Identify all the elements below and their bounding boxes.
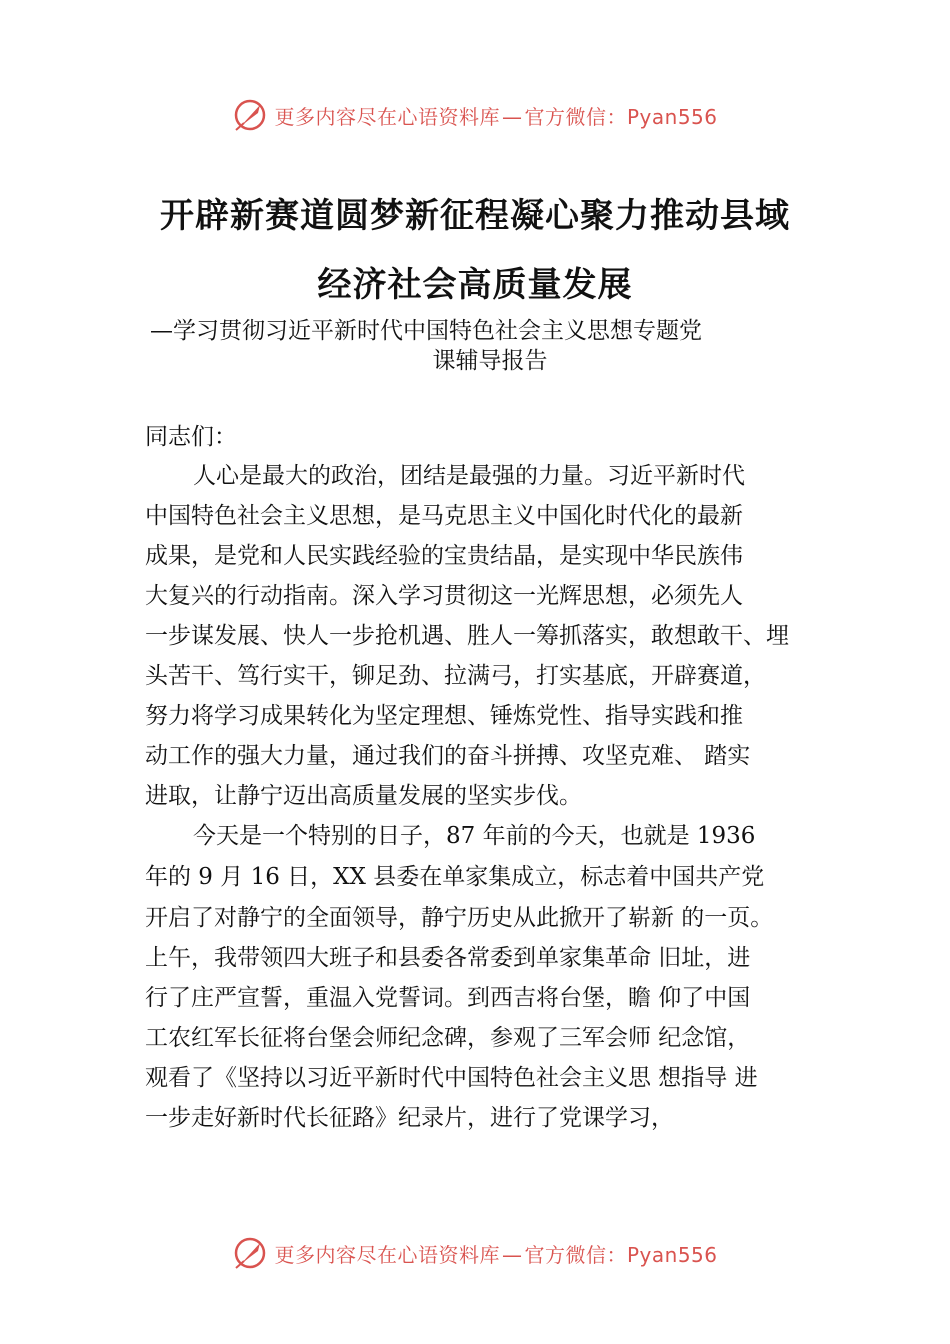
document-title-line-2: 经济社会高质量发展: [317, 265, 633, 305]
document-title-line-1: 开辟新赛道圆梦新征程凝心聚力推动县域: [160, 196, 790, 236]
paragraph-line: 人心是最大的政治，团结是最强的力量。习近平新时代: [193, 463, 745, 489]
paragraph-line: 今天是一个特别的日子，87 年前的今天，也就是 1936: [193, 823, 756, 849]
paragraph-line: 中国特色社会主义思想，是马克思主义中国化时代化的最新: [145, 503, 743, 529]
paragraph-line: 一步谋发展、快人一步抢机遇、胜人一筹抓落实，敢想敢干、埋: [145, 623, 789, 649]
paragraph-line: 上午，我带领四大班子和县委各常委到单家集革命 旧址，进: [145, 945, 751, 971]
paragraph-line: 大复兴的行动指南。深入学习贯彻这一光辉思想，必须先人: [145, 583, 743, 609]
document-subtitle-line-2: 课辅导报告: [432, 348, 548, 374]
paragraph-line: 进取，让静宁迈出高质量发展的坚实步伐。: [145, 783, 582, 809]
salutation: 同志们：: [145, 424, 237, 450]
watermark-text: 更多内容尽在心语资料库 — 官方微信：Pyan556: [274, 104, 718, 129]
watermark-header: [0, 95, 950, 135]
paragraph-line: 年的 9 月 16 日，XX 县委在单家集成立，标志着中国共产党: [145, 864, 765, 890]
document-subtitle-line-1: —学习贯彻习近平新时代中国特色社会主义思想专题党: [150, 318, 702, 344]
paragraph-line: 开启了对静宁的全面领导，静宁历史从此掀开了崭新 的一页。: [145, 905, 774, 931]
quill-pen-circle-icon: [232, 97, 268, 133]
paragraph-line: 行了庄严宣誓，重温入党誓词。到西吉将台堡，瞻 仰了中国: [145, 985, 751, 1011]
paragraph-line: 观看了《坚持以习近平新时代中国特色社会主义思 想指导 进: [145, 1065, 758, 1091]
watermark-footer: [0, 1233, 950, 1273]
quill-pen-circle-icon: [232, 1235, 268, 1271]
paragraph-line: 工农红军长征将台堡会师纪念碑，参观了三军会师 纪念馆，: [145, 1025, 751, 1051]
paragraph-line: 努力将学习成果转化为坚定理想、锤炼党性、指导实践和推: [145, 703, 743, 729]
paragraph-line: 一步走好新时代长征路》纪录片，进行了党课学习，: [145, 1105, 674, 1131]
paragraph-line: 头苦干、笃行实干，铆足劲、拉满弓，打实基底，开辟赛道，: [145, 663, 766, 689]
watermark-text: 更多内容尽在心语资料库 — 官方微信：Pyan556: [274, 1242, 718, 1267]
paragraph-line: 动工作的强大力量，通过我们的奋斗拼搏、攻坚克难、 踏实: [145, 743, 751, 769]
paragraph-line: 成果，是党和人民实践经验的宝贵结晶，是实现中华民族伟: [145, 543, 743, 569]
